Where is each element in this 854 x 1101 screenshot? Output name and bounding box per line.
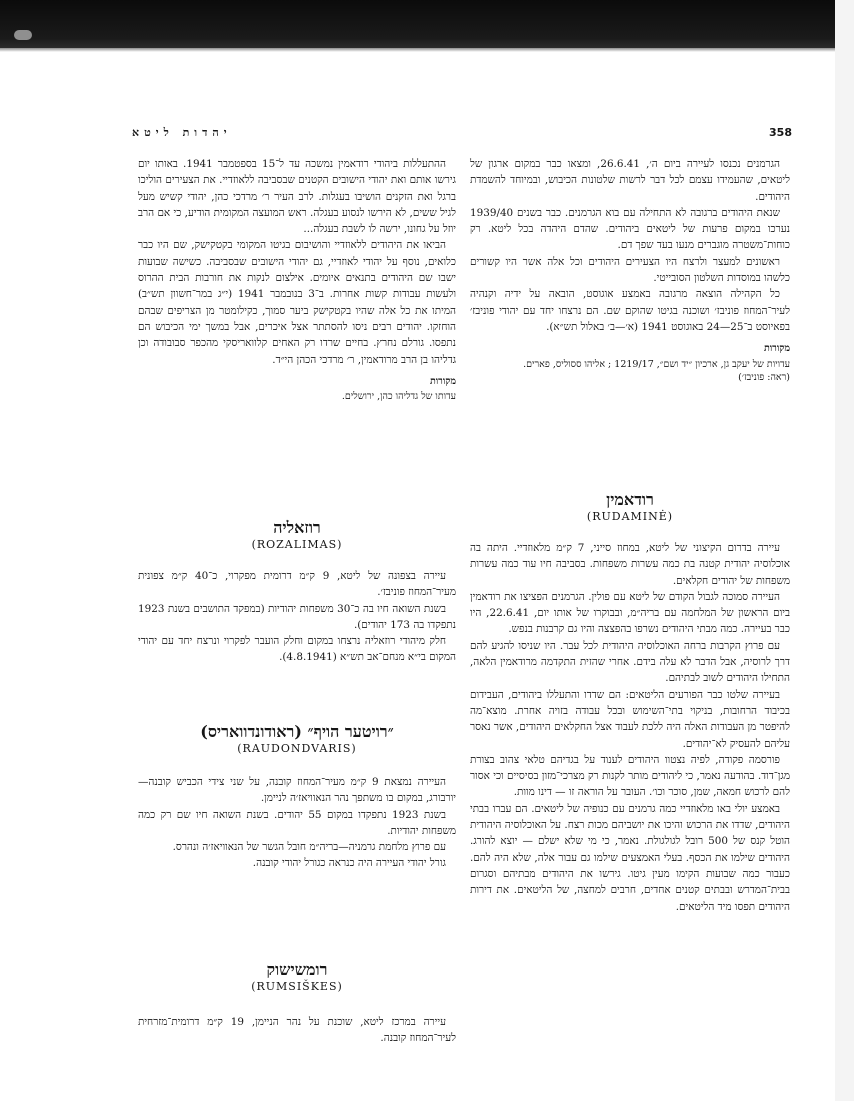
- page-edge: [835, 0, 854, 1101]
- paragraph: הגרמנים נכנסו לעיירה ביום ה׳, 26.6.41, ומצאו כבר במקום ארגון של ליטאים, שהעמידו עצמם לכל דבר לרשות שלטונות הכיבוש, ובמיוחד להשמדת היהודים.: [470, 158, 790, 203]
- paragraph: פורסמה פקודה, לפיה נצטוו היהודים לענוד על בגדיהם טלאי צהוב בצורת מגן־דוד. בהודעה נאמר, כי ליהודים מותר לקנות רק מצרכי־מזון בסיסיים וכי אסור להם לרכוש חמאה, שמן, סוכר וכו׳. העובר על הוראה זו — דינו מוות.: [470, 753, 790, 799]
- sources-text: עדויות של יעקב גן, ארכיון ״יד ושם״, 1219/17 ; אליהו ססוליס, פארים.: [523, 358, 790, 370]
- paragraph: עם פרוץ הקרבות ברחה האוכלוסיה היהודית לכל עבר. היו שניסו להגיע להם דרך לרוסיה, אבל הדבר לא עלה בידם. אחרי שהזית התקדמה מרודאמין הלאה, התחילו היהודים לשוב לבתיהם.: [470, 639, 790, 685]
- section-body-rudamine: [470, 540, 790, 915]
- section-heading-rumsiskes: [138, 960, 456, 994]
- paragraph: כל הקהילה הוצאה מרגובה באמצע אוגוסט, הובאה על ידיה וקנהיה לעיר־המחוז פוניבז׳ ושוכנה בגיטו שהוקם שם. הם נרצחו יחד עם יהודי פוניבז׳ בפאיוסט ב־25—24 באוגוסט 1941 (א׳—ב׳ באלול תש״א).: [470, 288, 790, 333]
- paragraph: העיירה סמוכה לגבול הקודם של ליטא עם פולין. הגרמנים הפציצו את רודאמין ביום הראשון של המלחמה עם בריה״מ, ובבוקרו של אותו יום, 22.6.41, היו כבר בעיירה. כמה מבתי היהודים נשרפו בהפצצה והיו גם קרבנות בנפש.: [470, 590, 790, 636]
- section-heading-raudondvaris: [138, 722, 456, 756]
- heading-hebrew: רוזאליה: [273, 518, 321, 537]
- heading-latin: (RUDAMINĖ): [586, 510, 674, 523]
- paragraph: בשנת 1923 נתפקדו במקום 55 יהודים. בשנת השואה חיו שם רק כמה משפחות יהודיות.: [138, 808, 456, 837]
- running-head-title: יהדות ליטא: [132, 126, 232, 139]
- sources-title: מקורות: [763, 343, 790, 355]
- paragraph: עיירה בצפונה של ליטא, 9 ק״מ דרומית מפקרוי, כ־40 ק״מ צפונית מעיר־המחוז פוניבז׳.: [138, 570, 456, 599]
- paragraph: שנאת היהודים ברגובה לא התחילה עם בוא הגרמנים. כבר בשנים 1939/40 נערכו במקום פרעות של ליטאים ביהודים. שהדם היהדה בכל ליטא. רק כוחות־משטרה מוגברים מנעו בעד שפך דם.: [470, 206, 790, 252]
- heading-latin: (RAUDONDVARIS): [237, 742, 357, 755]
- section-body-raudondvaris: [138, 774, 456, 872]
- paragraph: ראשונים למעצר ולרצח היו הצעירים היהודים וכל אלה אשר היו קשורים כלשהו במוסדות השלטון הסובייטי.: [470, 255, 790, 285]
- paragraph: באמצע יולי באו מלאוזדיי כמה גרמנים עם כנופיה של ליטאים. הם עברו בבתי היהודים, שדדו את הרכוש והיכו את יושביהם מכות רצח. על האוכלוסיה היהודית הוטל קנס של 500 רובל לגולגולת. נאמר, כי מי שלא ישלם — יוצא להורג. היהודים שילמו את הכסף. בעלי האמצעים שילמו גם עבור אלה, שלא היה להם. כעבור כמה שבועות הקימו מעין גיטו. גירשו את היהודים מבתיהם וסגרום בבית־המדרש ובבתים קטנים אחדים, חרבים למחצה, של הליטאים. את דירות היהודים תפסו מיד הליטאים.: [470, 802, 790, 913]
- paragraph: עיירה במרכז ליטא, שוכנת על נהר הניימן, 19 ק״מ דרומית־מזרחית לעיר־המחוז קובנה.: [138, 1016, 456, 1045]
- section-body-rozalimas: [138, 568, 456, 666]
- scan-smudge: [14, 30, 32, 40]
- heading-hebrew: רומשישוק: [266, 960, 328, 979]
- paragraph: גורל יהודי העיירה היה כנראה כגורל יהודי קובנה.: [252, 857, 446, 870]
- paragraph: עם פרוץ מלחמת גרמניה—בריה״מ חובל הגשר של הנאוויאז׳ה ונהרס.: [172, 841, 446, 854]
- page-number: 358: [769, 126, 792, 139]
- section-body-rumsiskes: [138, 1014, 456, 1047]
- paragraph: בשנת השואה חיו בה כ־30 משפחות יהודיות (במפקד התושבים בשנת 1923 נתפקדו בה 173 יהודים).: [138, 602, 456, 631]
- right-column-top: [470, 156, 790, 385]
- heading-hebrew: ״רויטער הויף״ (ראודונדוואריס): [200, 722, 394, 741]
- scan-shadow-bar: [0, 0, 835, 48]
- section-heading-rudamine: [470, 490, 790, 524]
- sources-text: עדותו של גדליהו כהן, ירושלים.: [341, 391, 456, 403]
- paragraph: חלק מיהודי רוזאליה נרצחו במקום וחלק הועבר לפקרוי ונרצח יחד עם יהודי המקום בי״א מנחם־אב תש״א (4.8.1941).: [138, 635, 456, 664]
- sources-title: מקורות: [429, 375, 456, 387]
- sources-reference: (ראה: פוניבז׳): [738, 372, 790, 384]
- paragraph: ההתעללות ביהודי רודאמין נמשכה עד ל־15 בספטמבר 1941. באותו יום גירשו אותם ואת יהודי הישובים הקטנים שבסביבה ללאוזדיי. את הצעירים הוליכו ברגל ואת הזקנים הושיבו בעגלות. לרב העיר ר׳ מרדכי כהן, יהודי קשיש מעל לגיל ששים, לא הירשו לנסוע בעגלה. ראש המועצה המקומית הודיע, כי אם הרב יוזל על גחונו, ירשה לו לשבת בעגלה...: [138, 158, 456, 236]
- left-column-top: [138, 156, 456, 404]
- heading-latin: (ROZALIMAS): [251, 538, 343, 551]
- paragraph: עיירה בדרום הקיצוני של ליטא, במחוז סייני, 7 ק״מ מלאוזדיי. היתה בה אוכלוסיה יהודית קטנה בת כמה עשרות משפחות. בסביבה חיו עוד כמה עשרות משפחות של יהודים חקלאים.: [470, 542, 790, 587]
- paragraph: בעיירה שלטו כבר הפורעים הליטאים: הם שדדו והתעללו ביהודים, העבידום בכיבוד הרחובות, בניקוי בתי־השימוש ובכל עבודה בזויה אחרת. מוצא־מה להיפטר מן העבודות האלה היה ללכת לעבוד אצל החקלאים היהודים, אשר נאסר עליהם להעסיק לא־יהודים.: [469, 688, 790, 750]
- section-heading-rozalimas: [138, 518, 456, 552]
- heading-latin: (RUMSIŠKES): [251, 980, 343, 993]
- paragraph: העיירה נמצאת 9 ק״מ מעיר־המחוז קובנה, על שני צידי הכביש קובנה—יורבורג, במקום בו משתפך נהר הנאוויאז׳ה לניימן.: [138, 776, 456, 805]
- heading-hebrew: רודאמין: [606, 490, 654, 509]
- paragraph: הביאו את היהודים ללאוזדיי והושיבום בגיטו המקומי בקטקישק, שם היו כבר כלואים, נוסף על יהודי לאוזדיי, גם יהודי הישובים שבסביבה. כשישה שבועות ישבו שם היהודים בתנאים איומים. אילצום לנקות את חורבות הבית ההרוס ולעשות עבודות קשות אחרות. ב־3 בנובמבר 1941 (י״ג במר־חשוון תש״ב) המיתו את כל אלה שהיו בקטקישק ביער סמוך, כקילומטר מן הצריפים שבהם הוחזקו. יהודים רבים ניסו להסתתר אצל איכרים, אבל במשך ימי הכיבוש הם נתפסו. גורלם נחרץ. בחיים שרדו רק האחים קלוואריסקי מהכפר סבובודה וכן גדליהו בן הרב מרודאמין, ר׳ מרדכי הכהן הי״ד.: [138, 239, 456, 366]
